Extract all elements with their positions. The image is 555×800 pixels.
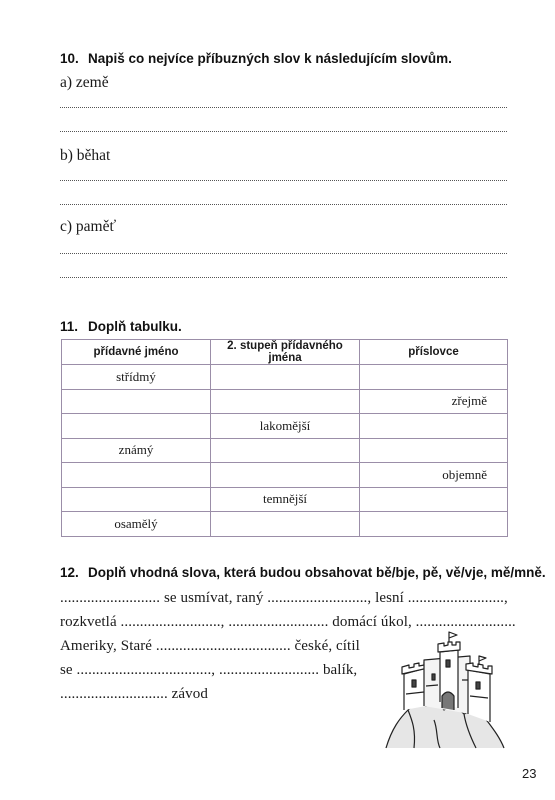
task-number: 11. [60,319,79,334]
fill-in-line[interactable]: ............................ závod [60,686,208,702]
task-instruction: Napiš co nejvíce příbuzných slov k následujícím slovům. [88,51,452,66]
table-row [62,365,508,390]
table-row [62,414,508,439]
answer-line[interactable] [60,277,507,278]
table-cell[interactable] [211,463,360,488]
answer-line[interactable] [60,107,507,108]
item-label-a: a) země [60,74,109,91]
table-cell[interactable]: zřejmě [360,389,508,414]
table-row [62,389,508,414]
table-cell[interactable]: osamělý [62,512,211,537]
table-row [62,487,508,512]
castle-illustration [378,630,510,750]
table-cell[interactable] [62,487,211,512]
table-header-row [62,340,508,365]
table-cell[interactable] [360,512,508,537]
page-number: 23 [522,766,537,781]
task-11-heading [60,319,182,334]
table-cell[interactable] [360,487,508,512]
task-number: 10. [60,51,79,66]
table-cell[interactable]: temnější [211,487,360,512]
table-cell[interactable] [360,365,508,390]
item-label-b: b) běhat [60,147,111,164]
table-cell[interactable] [211,389,360,414]
answer-line[interactable] [60,204,507,205]
fill-in-line[interactable]: Ameriky, Staré ................................... české, cítil [60,638,360,654]
item-label-c: c) paměť [60,218,117,235]
column-header: přídavné jméno [62,340,211,365]
answer-line[interactable] [60,180,507,181]
table-cell[interactable]: objemně [360,463,508,488]
task-instruction: Doplň tabulku. [88,319,182,334]
fill-table [61,339,508,537]
fill-in-line[interactable]: rozkvetlá .........................., .......................... domácí úkol, .......................... [60,614,516,630]
table-cell[interactable]: známý [62,438,211,463]
table-row [62,438,508,463]
answer-line[interactable] [60,131,507,132]
fill-in-line[interactable]: .......................... se usmívat, raný .........................., lesní ........................., [60,590,508,606]
task-10-heading [60,51,452,66]
table-cell[interactable]: střídmý [62,365,211,390]
task-instruction: Doplň vhodná slova, která budou obsahovat bě/bje, pě, vě/vje, mě/mně. [88,565,546,580]
task-number: 12. [60,565,79,580]
table-cell[interactable] [211,438,360,463]
table-row [62,512,508,537]
answer-line[interactable] [60,253,507,254]
table-cell[interactable] [360,438,508,463]
table-row [62,463,508,488]
column-header: příslovce [360,340,508,365]
table-cell[interactable] [62,389,211,414]
table-cell[interactable] [211,365,360,390]
table-cell[interactable] [360,414,508,439]
task-12-heading [60,565,546,580]
fill-in-line[interactable]: se ..................................., .......................... balík, [60,662,358,678]
table-cell[interactable]: lakomější [211,414,360,439]
table-cell[interactable] [62,414,211,439]
table-cell[interactable] [211,512,360,537]
column-header: 2. stupeň přídavného jména [211,340,360,365]
table-cell[interactable] [62,463,211,488]
